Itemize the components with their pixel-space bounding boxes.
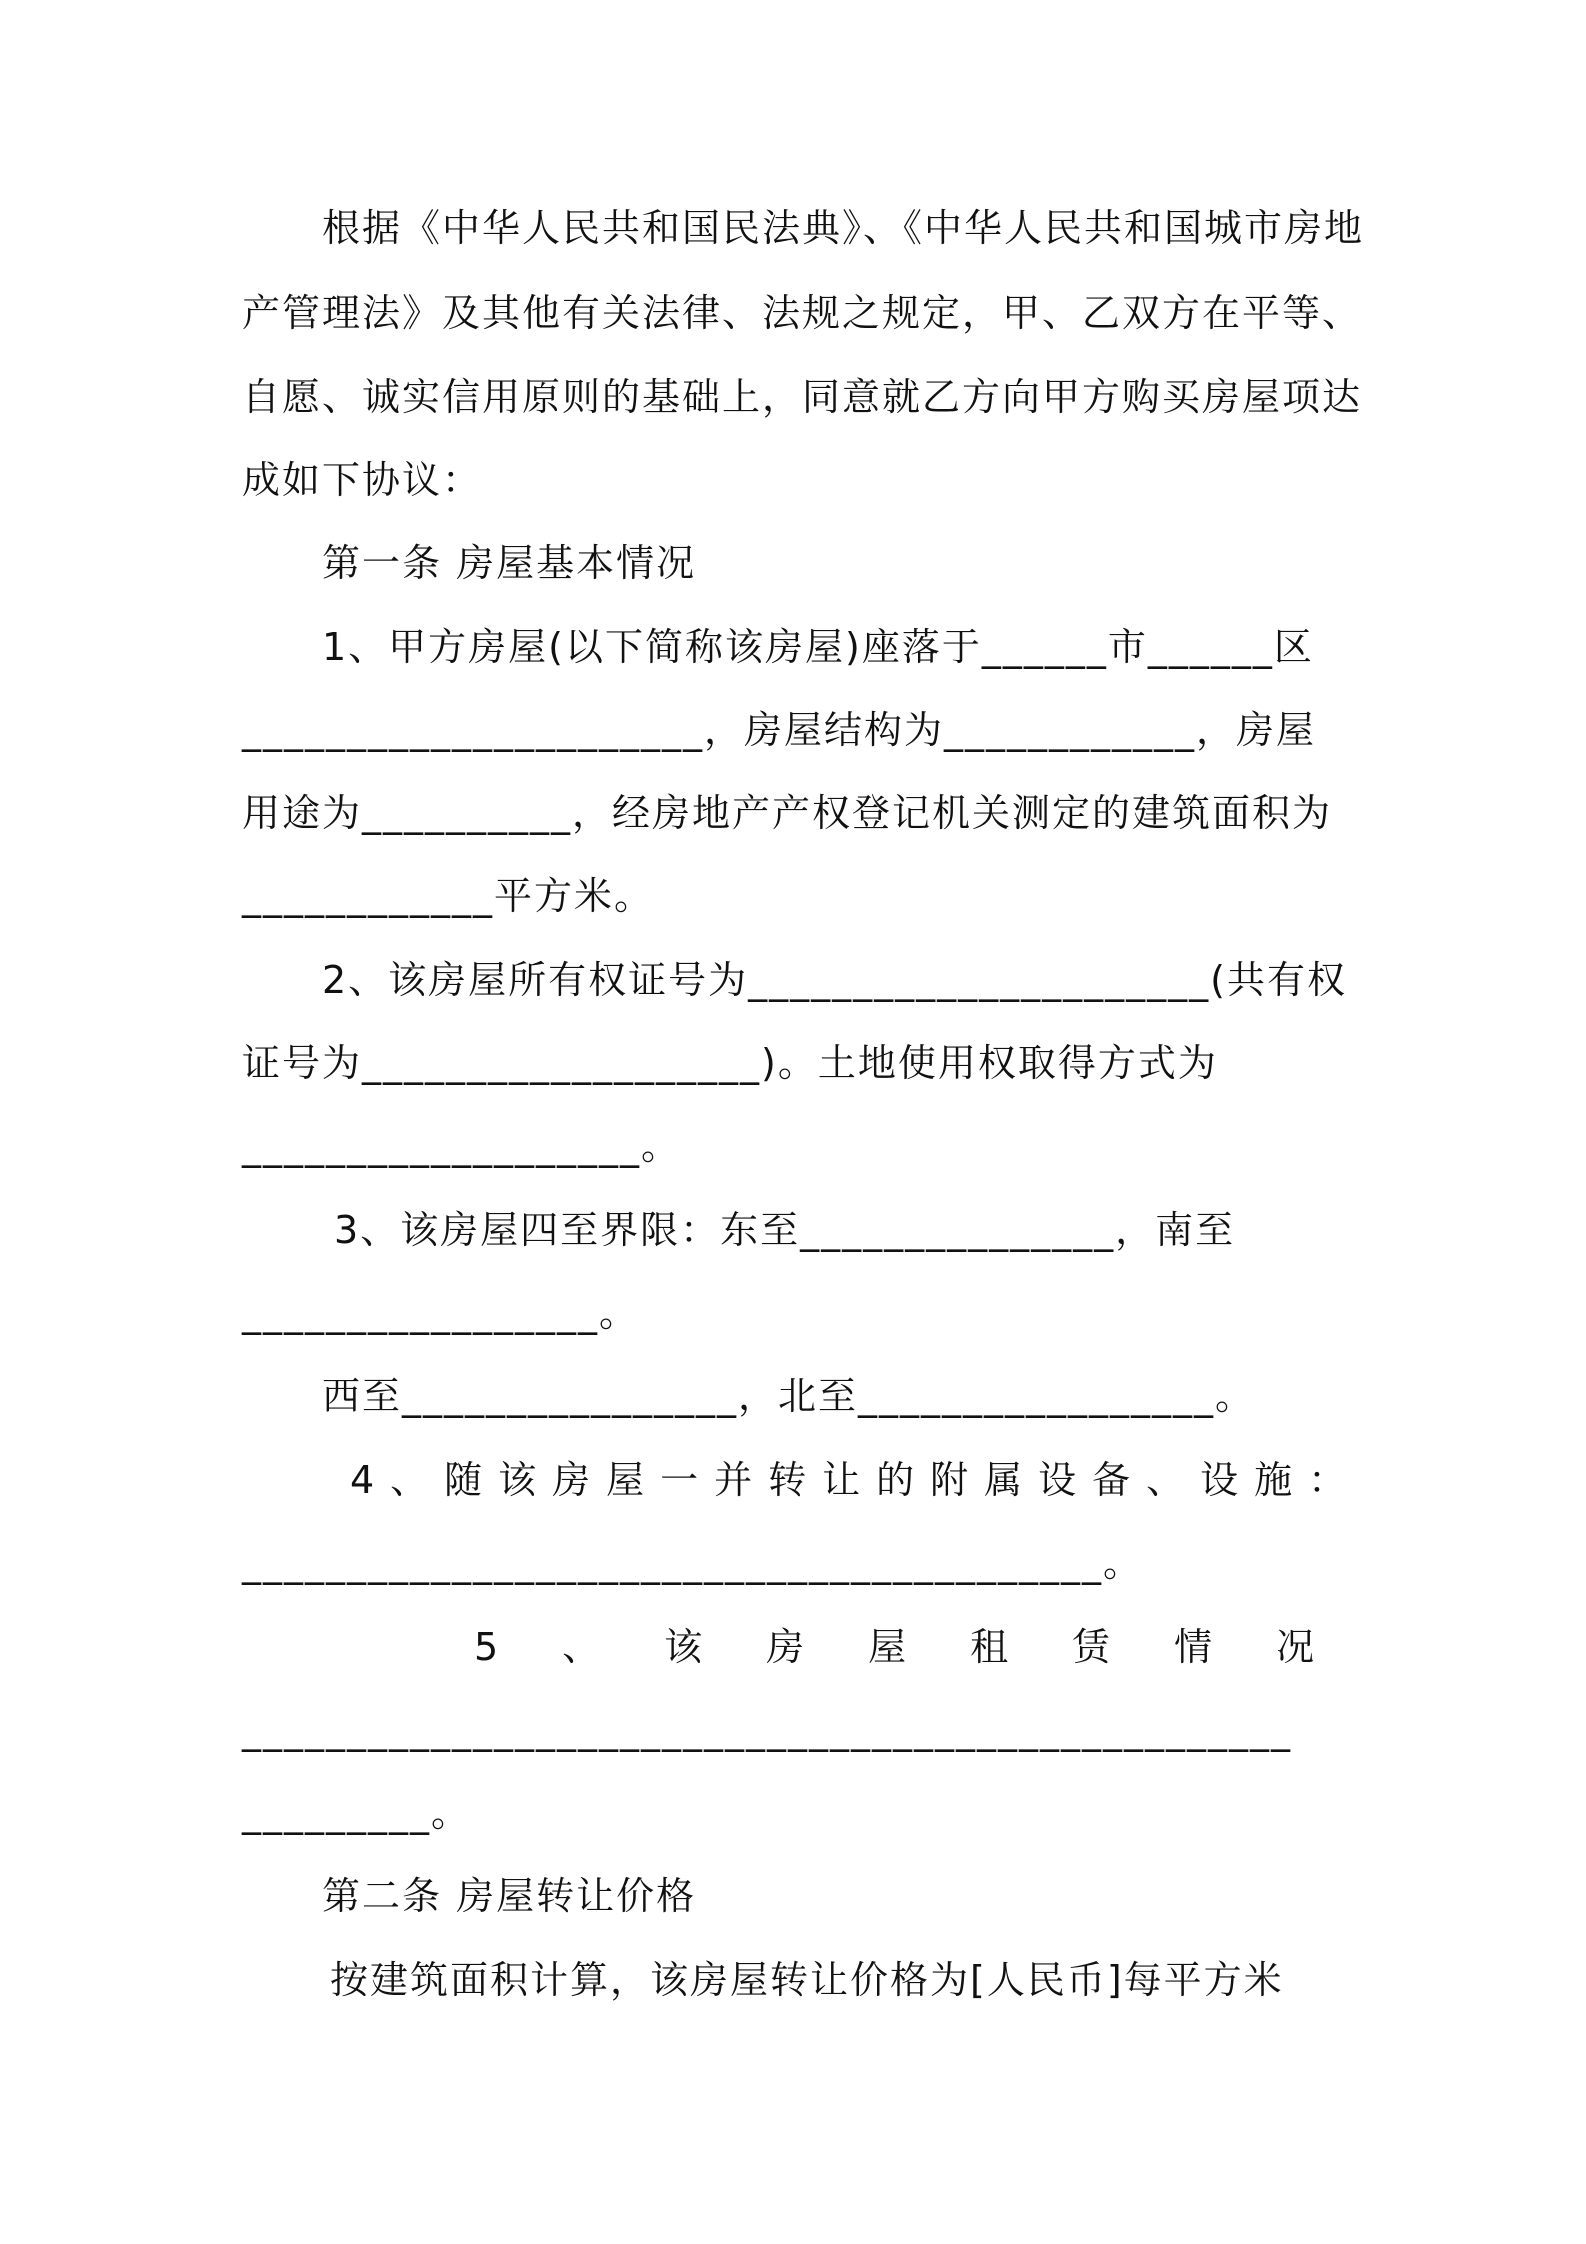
clause-line: 按建筑面积计算，该房屋转让价格为[人民币]每平方米 [330,1958,1284,2002]
article-heading: 第二条 房屋转让价格 [322,1874,697,1918]
paragraph-line: 产管理法》及其他有关法律、法规之规定，甲、乙双方在平等、 [242,291,1363,335]
clause-line: 4、随该房屋一并转让的附属设备、设施： [350,1458,1363,1502]
clause-line: ___________________。 [242,1124,682,1168]
clause-line: ____________平方米。 [242,874,655,918]
clause-line: _________。 [242,1791,472,1835]
clause-line: __________________________________________________ [242,1708,1292,1752]
clause-line: 3、该房屋四至界限：东至_______________，南至 [334,1208,1236,1252]
paragraph-line: 成如下协议： [242,458,483,502]
article-heading: 第一条 房屋基本情况 [322,541,697,585]
clause-line: 2、该房屋所有权证号为______________________(共有权 [322,958,1348,1002]
clause-line: 用途为__________，经房地产产权登记机关测定的建筑面积为 [242,791,1333,835]
paragraph-line: 根据《中华人民共和国民法典》、《中华人民共和国城市房地 [322,206,1365,250]
clause-line: ______________________，房屋结构为____________，房屋 [242,708,1317,752]
clause-line: _________________。 [242,1291,640,1335]
clause-line: _________________________________________。 [242,1541,1144,1585]
paragraph-line: 自愿、诚实信用原则的基础上，同意就乙方向甲方购买房屋项达 [242,375,1363,419]
clause-line: 西至________________，北至_________________。 [322,1374,1256,1418]
clause-line: 5、该房屋租赁情况 [474,1625,1379,1669]
clause-line: 1、甲方房屋(以下简称该房屋)座落于______市______区 [322,625,1314,669]
clause-line: 证号为___________________)。土地使用权取得方式为 [242,1041,1218,1085]
